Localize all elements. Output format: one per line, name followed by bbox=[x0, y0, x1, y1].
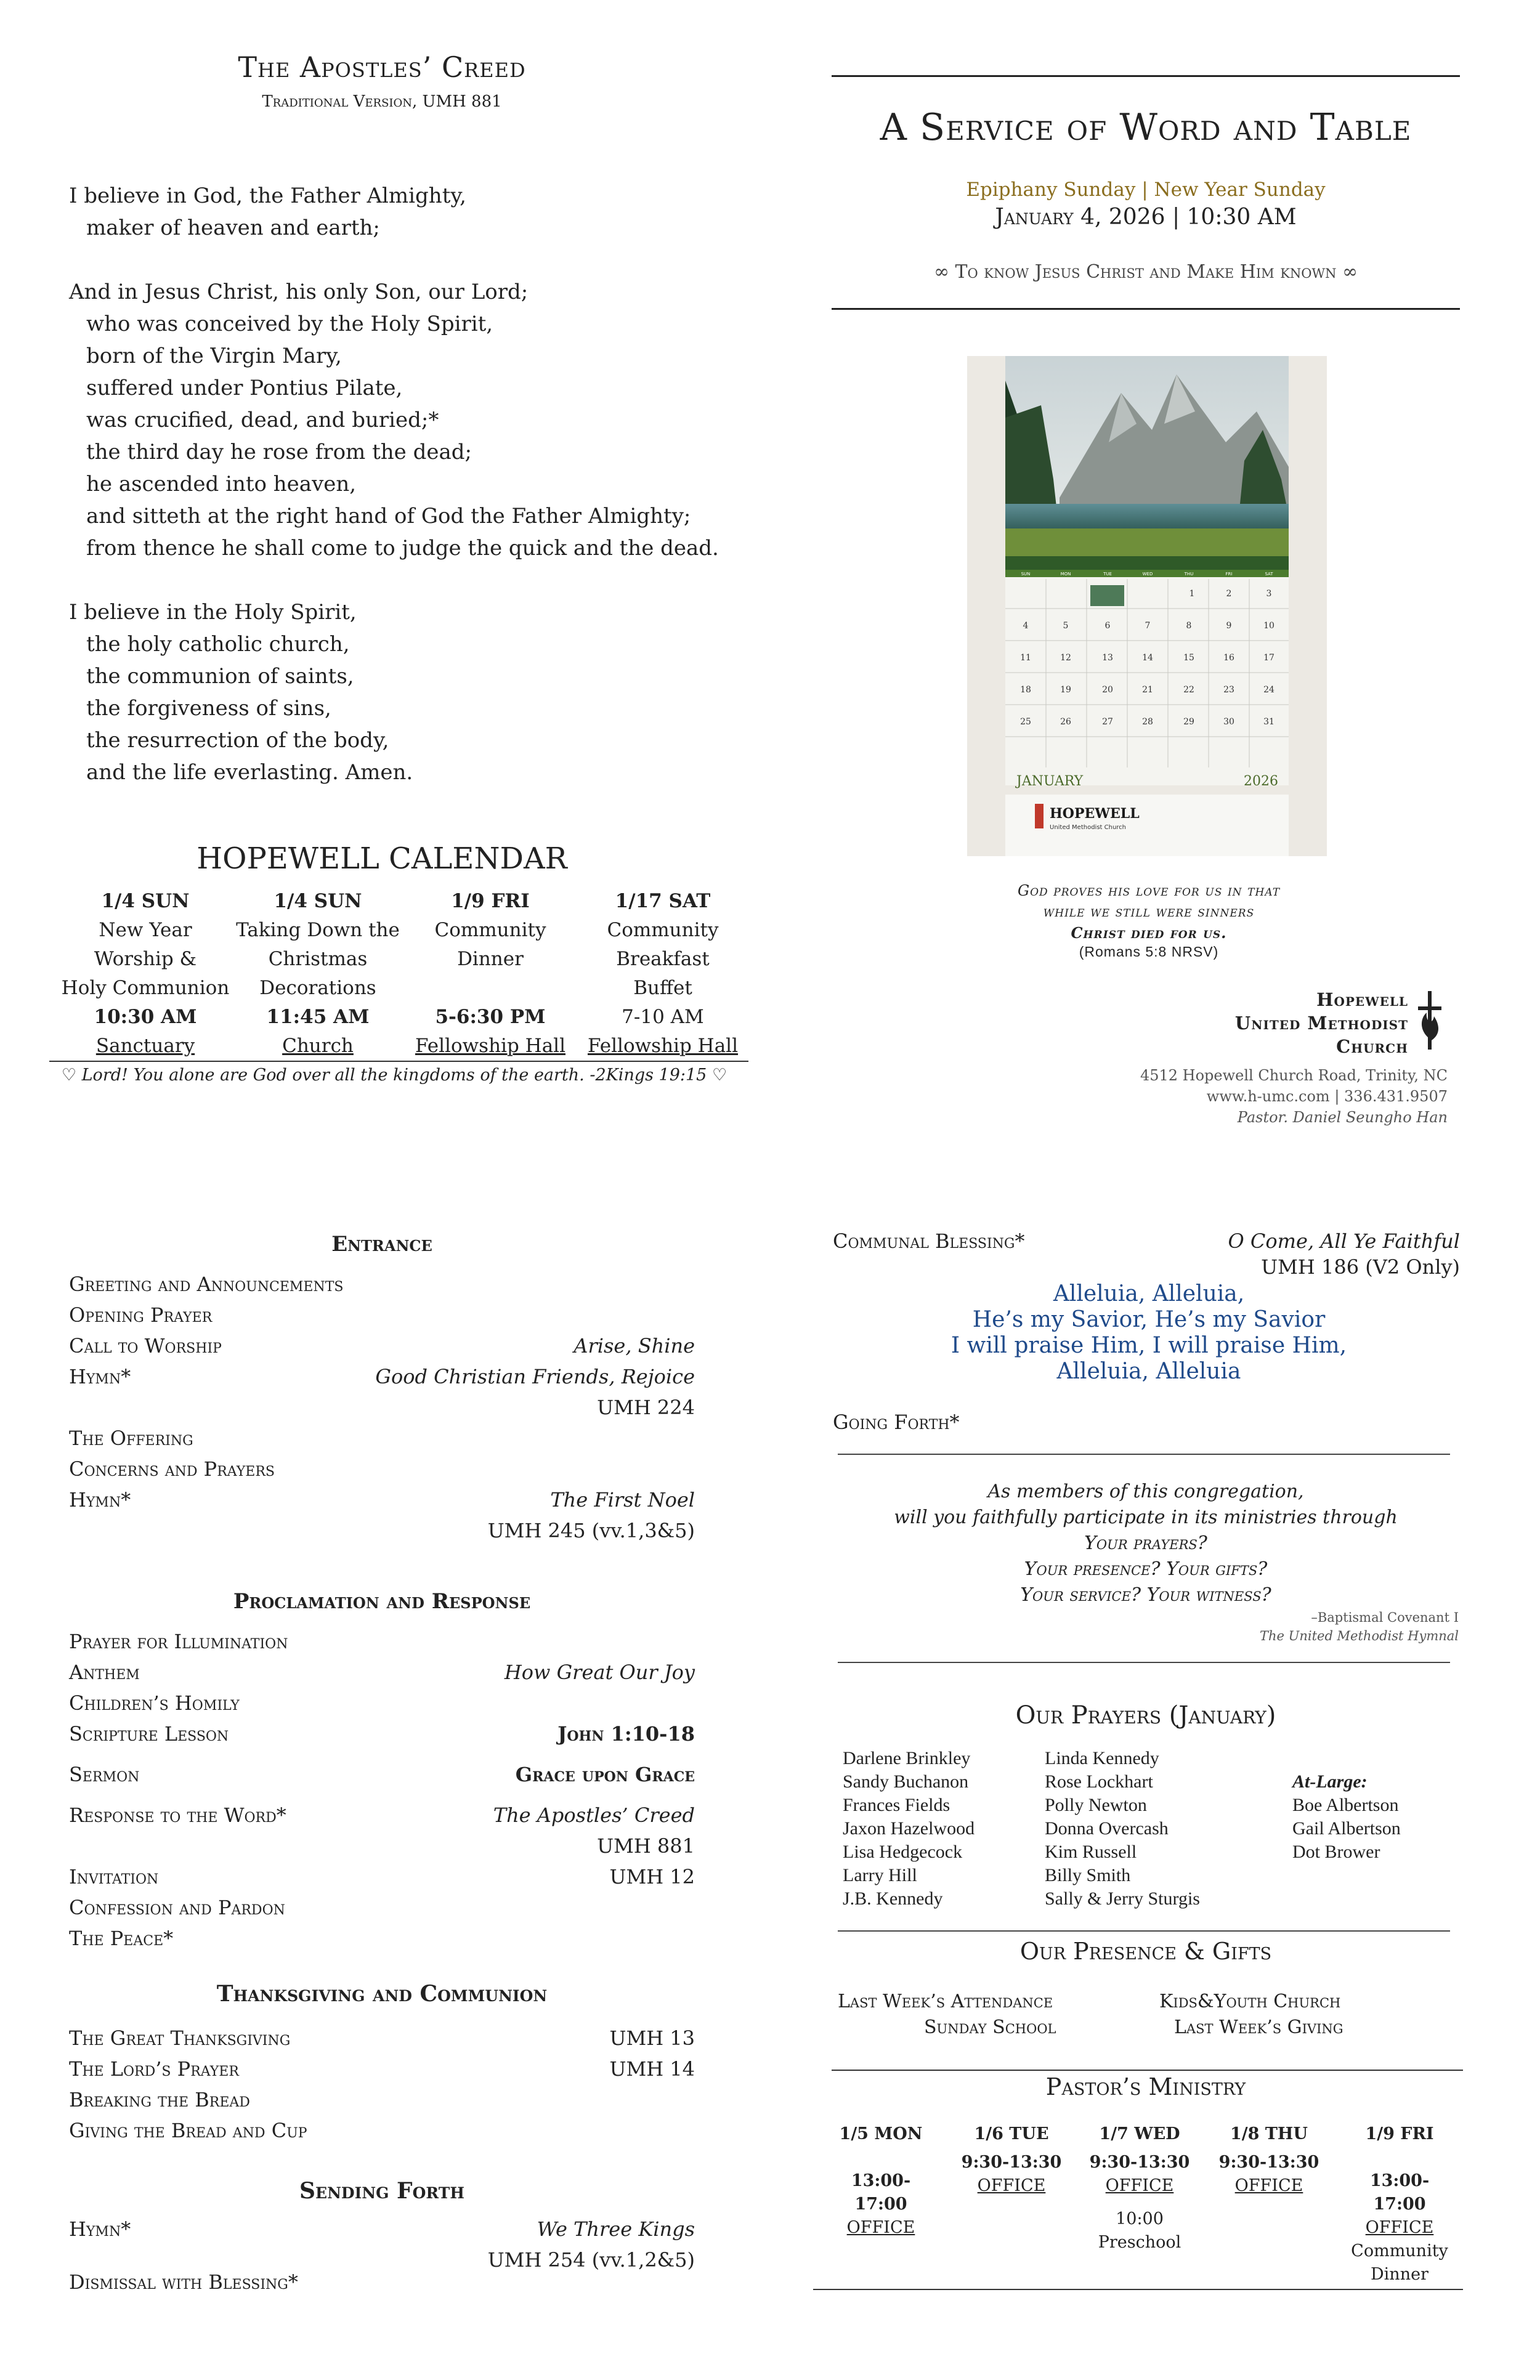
cal-weekday: FRI bbox=[1225, 572, 1233, 577]
order-value: We Three Kings bbox=[537, 2217, 695, 2241]
prayer-name: Larry Hill bbox=[843, 1865, 917, 1885]
order-value: Arise, Shine bbox=[573, 1334, 695, 1358]
order-item: Concerns and Prayers bbox=[69, 1457, 275, 1481]
order-hymn-number: UMH 245 (vv.1,3&5) bbox=[487, 1519, 695, 1542]
calendar-event bbox=[577, 887, 749, 1061]
order-item: Children’s Homily bbox=[69, 1691, 240, 1715]
creed-line: maker of heaven and earth; bbox=[86, 216, 380, 240]
alleluia-line: He’s my Savior, He’s my Savior bbox=[972, 1307, 1326, 1332]
cal-day: 23 bbox=[1223, 685, 1234, 695]
ministry-bottom-rule bbox=[813, 2289, 1463, 2290]
ministry-spacer bbox=[1344, 2146, 1455, 2169]
cross-flame-icon bbox=[1035, 804, 1044, 828]
order-item: Breaking the Bread bbox=[69, 2088, 250, 2111]
order-value: The Apostles’ Creed bbox=[493, 1803, 695, 1827]
order-item: Prayer for Illumination bbox=[69, 1630, 288, 1653]
service-occasion: Epiphany Sunday | New Year Sunday bbox=[966, 179, 1326, 201]
creed-line: the communion of saints, bbox=[86, 664, 354, 689]
cal-weekday: TUE bbox=[1103, 572, 1112, 577]
prayer-list-at-large bbox=[1292, 1770, 1401, 1864]
ministry-day bbox=[1084, 2123, 1195, 2254]
order-value: John 1:10-18 bbox=[557, 1722, 695, 1746]
cal-day: 21 bbox=[1142, 685, 1153, 695]
prayer-name: J.B. Kennedy bbox=[843, 1888, 943, 1909]
creed-line: I believe in the Holy Spirit, bbox=[69, 600, 357, 625]
pastor-ministry-title: Pastor’s Ministry bbox=[1045, 2073, 1246, 2100]
cal-day: 1 bbox=[1189, 589, 1195, 599]
creed-line: was crucified, dead, and buried;* bbox=[86, 408, 439, 432]
scripture-quote-2: while we still were sinners bbox=[1043, 903, 1255, 920]
ministry-date: 1/5 MON bbox=[839, 2124, 923, 2143]
order-value: The First Noel bbox=[550, 1488, 695, 1512]
cal-day: 13 bbox=[1102, 653, 1113, 663]
cal-day: 22 bbox=[1183, 685, 1194, 695]
church-name-3: Church bbox=[1336, 1036, 1408, 1057]
prayer-name: Polly Newton bbox=[1045, 1795, 1147, 1815]
ministry-time: 9:30-13:30 bbox=[961, 2153, 1062, 2172]
cal-day: 6 bbox=[1104, 621, 1111, 631]
covenant-line: Your service? Your witness? bbox=[1020, 1584, 1271, 1606]
cal-weekday: THU bbox=[1184, 572, 1194, 577]
cal-weekday: SUN bbox=[1021, 572, 1031, 577]
event-line: Buffet bbox=[633, 977, 692, 999]
cal-day: 5 bbox=[1063, 621, 1069, 631]
creed-line: from thence he shall come to judge the quick and the dead. bbox=[86, 536, 719, 561]
giving-label: Last Week’s Giving bbox=[1174, 2017, 1343, 2038]
prayer-name: Lisa Hedgecock bbox=[843, 1842, 963, 1862]
order-item: Greeting and Announcements bbox=[69, 1273, 344, 1296]
sunday-school-label: Sunday School bbox=[924, 2017, 1056, 2038]
cal-day: 9 bbox=[1226, 621, 1232, 631]
cal-month: JANUARY bbox=[1016, 774, 1084, 789]
order-hymn-number: UMH 254 (vv.1,2&5) bbox=[487, 2248, 695, 2272]
ministry-place: OFFICE bbox=[977, 2176, 1046, 2195]
event-line bbox=[404, 974, 577, 1003]
prayer-name: Kim Russell bbox=[1045, 1842, 1137, 1862]
cal-weekday: MON bbox=[1060, 572, 1071, 577]
order-item: Sermon bbox=[69, 1763, 140, 1786]
calendar-verse: ♡ Lord! You alone are God over all the kingdoms of the earth. -2Kings 19:15 ♡ bbox=[61, 1066, 727, 1085]
prayer-name: Sally & Jerry Sturgis bbox=[1045, 1888, 1200, 1909]
event-date: 1/4 SUN bbox=[274, 890, 362, 912]
section-sending: Sending Forth bbox=[299, 2178, 464, 2204]
cal-day: 2 bbox=[1226, 589, 1232, 599]
prayer-name: Darlene Brinkley bbox=[843, 1748, 971, 1768]
church-contact: www.h-umc.com | 336.431.9507 bbox=[1206, 1088, 1448, 1105]
order-item: The Lord’s Prayer bbox=[69, 2057, 239, 2081]
church-motto: ∞ To know Jesus Christ and Make Him known ∞ bbox=[934, 261, 1358, 283]
service-title: A Service of Word and Table bbox=[880, 106, 1412, 149]
alleluia-line: I will praise Him, I will praise Him, bbox=[950, 1333, 1347, 1358]
cal-day: 15 bbox=[1183, 653, 1194, 663]
cal-day: 3 bbox=[1266, 589, 1272, 599]
event-line: Taking Down the bbox=[236, 919, 400, 941]
creed-line: and sitteth at the right hand of God the Father Almighty; bbox=[86, 504, 691, 528]
order-hymn-number: UMH 224 bbox=[597, 1396, 695, 1419]
prayer-name: Linda Kennedy bbox=[1045, 1748, 1159, 1768]
cal-day: 24 bbox=[1263, 685, 1275, 695]
attendance-label: Last Week’s Attendance bbox=[838, 1991, 1053, 2012]
cal-day: 27 bbox=[1102, 717, 1113, 727]
event-time: 10:30 AM bbox=[94, 1006, 197, 1028]
ministry-spacer bbox=[825, 2146, 936, 2169]
order-item: Giving the Bread and Cup bbox=[69, 2119, 307, 2142]
order-item: The Great Thanksgiving bbox=[69, 2026, 291, 2050]
church-name-2: United Methodist bbox=[1234, 1013, 1408, 1034]
ministry-time: 9:30-13:30 bbox=[1089, 2153, 1190, 2172]
cal-day: 29 bbox=[1183, 717, 1194, 727]
cal-day: 10 bbox=[1263, 621, 1275, 631]
wall-calendar-photo bbox=[967, 356, 1327, 856]
ministry-extra: Community bbox=[1351, 2241, 1448, 2261]
presence-rule bbox=[832, 2070, 1463, 2071]
cover-bottom-rule bbox=[832, 308, 1460, 310]
church-pastor: Pastor. Daniel Seungho Han bbox=[1237, 1109, 1448, 1126]
cal-weekday: WED bbox=[1142, 572, 1153, 577]
event-time: 7-10 AM bbox=[622, 1006, 704, 1028]
order-item: Call to Worship bbox=[69, 1334, 222, 1358]
ministry-day bbox=[1344, 2123, 1455, 2286]
event-place: Fellowship Hall bbox=[587, 1035, 739, 1057]
event-date: 1/9 FRI bbox=[451, 890, 530, 912]
creed-line: the holy catholic church, bbox=[86, 632, 350, 657]
cal-day: 8 bbox=[1186, 621, 1192, 631]
cal-day: 28 bbox=[1142, 717, 1153, 727]
cal-day: 20 bbox=[1102, 685, 1113, 695]
calendar-divider bbox=[49, 1061, 748, 1062]
event-line: Community bbox=[434, 919, 546, 941]
cal-day: 30 bbox=[1223, 717, 1234, 727]
ministry-day bbox=[1214, 2123, 1324, 2198]
covenant-line: will you faithfully participate in its ministries through bbox=[894, 1507, 1398, 1528]
creed-line: And in Jesus Christ, his only Son, our Lord; bbox=[69, 280, 529, 304]
order-item: The Peace* bbox=[69, 1927, 174, 1950]
covenant-bottom-rule bbox=[838, 1662, 1450, 1663]
order-value: O Come, All Ye Faithful bbox=[1228, 1229, 1460, 1253]
event-line: Worship & bbox=[94, 948, 197, 970]
presence-title: Our Presence & Gifts bbox=[1019, 1938, 1272, 1965]
cal-day: 11 bbox=[1020, 653, 1031, 663]
creed-line: born of the Virgin Mary, bbox=[86, 344, 342, 368]
cal-thumbnail bbox=[1090, 585, 1124, 606]
cal-church-name: HOPEWELL bbox=[1050, 806, 1140, 822]
prayers-rule bbox=[838, 1930, 1450, 1932]
cal-church-sub: United Methodist Church bbox=[1050, 824, 1127, 831]
cover-top-rule bbox=[832, 75, 1460, 77]
event-place: Fellowship Hall bbox=[415, 1035, 566, 1057]
scripture-reference: (Romans 5:8 NRSV) bbox=[1079, 944, 1219, 960]
section-proclamation: Proclamation and Response bbox=[233, 1589, 531, 1614]
cal-weekday: SAT bbox=[1265, 572, 1273, 577]
order-item: Confession and Pardon bbox=[69, 1896, 285, 1919]
creed-title: The Apostles’ Creed bbox=[238, 51, 526, 84]
church-name-1: Hopewell bbox=[1316, 989, 1408, 1010]
covenant-top-rule bbox=[838, 1454, 1450, 1455]
ministry-place: OFFICE bbox=[846, 2218, 915, 2237]
event-line: Holy Communion bbox=[61, 977, 230, 999]
order-value: Good Christian Friends, Rejoice bbox=[375, 1365, 695, 1388]
prayer-name: Gail Albertson bbox=[1292, 1818, 1401, 1839]
covenant-source: The United Methodist Hymnal bbox=[1260, 1629, 1459, 1643]
order-item: Dismissal with Blessing* bbox=[69, 2270, 298, 2294]
church-address: 4512 Hopewell Church Road, Trinity, NC bbox=[1140, 1067, 1448, 1084]
at-large-label: At-Large: bbox=[1292, 1771, 1368, 1792]
order-hymn-number: UMH 14 bbox=[609, 2057, 695, 2081]
prayer-name: Boe Albertson bbox=[1292, 1795, 1399, 1815]
event-line: New Year bbox=[99, 919, 192, 941]
prayer-name: Dot Brower bbox=[1292, 1842, 1380, 1862]
event-line: Decorations bbox=[259, 977, 376, 999]
ministry-day bbox=[825, 2123, 936, 2240]
creed-subtitle: Traditional Version, UMH 881 bbox=[262, 92, 502, 111]
order-item: Opening Prayer bbox=[69, 1303, 213, 1327]
ministry-date: 1/8 THU bbox=[1230, 2124, 1308, 2143]
creed-line: the forgiveness of sins, bbox=[86, 696, 331, 721]
ministry-time: 9:30-13:30 bbox=[1218, 2153, 1319, 2172]
event-line: Christmas bbox=[268, 948, 368, 970]
covenant-line: Your presence? Your gifts? bbox=[1024, 1558, 1268, 1580]
event-line: Community bbox=[607, 919, 719, 941]
calendar-title: HOPEWELL CALENDAR bbox=[197, 841, 567, 876]
creed-line: who was conceived by the Holy Spirit, bbox=[86, 312, 493, 336]
prayer-name: Jaxon Hazelwood bbox=[843, 1818, 975, 1839]
event-place: Church bbox=[282, 1035, 354, 1057]
cal-day: 18 bbox=[1020, 685, 1031, 695]
order-hymn-number: UMH 13 bbox=[609, 2026, 695, 2050]
prayer-list bbox=[843, 1747, 975, 1911]
ministry-date: 1/7 WED bbox=[1099, 2124, 1180, 2143]
ministry-extra: Dinner bbox=[1371, 2265, 1429, 2284]
order-item: Scripture Lesson bbox=[69, 1722, 229, 1746]
covenant-line: Your prayers? bbox=[1084, 1532, 1207, 1554]
covenant-line: As members of this congregation, bbox=[987, 1481, 1304, 1502]
event-place: Sanctuary bbox=[95, 1035, 195, 1057]
prayer-name: Rose Lockhart bbox=[1045, 1771, 1153, 1792]
ministry-place: OFFICE bbox=[1234, 2176, 1303, 2195]
scripture-quote-1: God proves his love for us in that bbox=[1017, 882, 1281, 899]
calendar-event bbox=[59, 887, 232, 1061]
order-hymn-number: UMH 186 (V2 Only) bbox=[1261, 1255, 1460, 1279]
event-time: 5-6:30 PM bbox=[435, 1006, 546, 1028]
covenant-source: –Baptismal Covenant I bbox=[1311, 1610, 1459, 1625]
event-line: Dinner bbox=[457, 948, 524, 970]
ministry-time: 13:00-17:00 bbox=[851, 2171, 911, 2214]
order-item: Hymn* bbox=[69, 1365, 131, 1388]
creed-line: I believe in God, the Father Almighty, bbox=[69, 184, 466, 208]
ministry-date: 1/9 FRI bbox=[1365, 2124, 1434, 2143]
order-item: The Offering bbox=[69, 1427, 193, 1450]
sermon-title: Grace upon Grace bbox=[515, 1763, 695, 1786]
kids-youth-label: Kids&Youth Church bbox=[1159, 1991, 1341, 2012]
cal-day: 31 bbox=[1263, 717, 1275, 727]
cal-day: 16 bbox=[1223, 653, 1234, 663]
cross-flame-icon bbox=[1414, 988, 1449, 1056]
ministry-time: 13:00-17:00 bbox=[1369, 2171, 1430, 2214]
ministry-extra: 10:00 bbox=[1116, 2209, 1164, 2228]
cal-day: 14 bbox=[1142, 653, 1153, 663]
order-item: Invitation bbox=[69, 1865, 159, 1888]
alleluia-line: Alleluia, Alleluia bbox=[1056, 1359, 1241, 1384]
creed-line: suffered under Pontius Pilate, bbox=[86, 376, 403, 400]
cal-day: 4 bbox=[1023, 621, 1029, 631]
cal-day: 25 bbox=[1020, 717, 1031, 727]
ministry-extra: Preschool bbox=[1098, 2233, 1181, 2252]
order-item: Hymn* bbox=[69, 1488, 131, 1512]
event-date: 1/17 SAT bbox=[615, 890, 711, 912]
order-item: Anthem bbox=[69, 1661, 140, 1684]
cal-day: 26 bbox=[1060, 717, 1071, 727]
event-date: 1/4 SUN bbox=[101, 890, 190, 912]
prayer-name: Frances Fields bbox=[843, 1795, 950, 1815]
order-hymn-number: UMH 12 bbox=[609, 1865, 695, 1888]
order-item: Response to the Word* bbox=[69, 1803, 286, 1827]
prayer-name: Billy Smith bbox=[1045, 1865, 1131, 1885]
ministry-place: OFFICE bbox=[1365, 2218, 1434, 2237]
ministry-day bbox=[956, 2123, 1067, 2198]
ministry-date: 1/6 TUE bbox=[974, 2124, 1049, 2143]
creed-line: the third day he rose from the dead; bbox=[86, 440, 472, 464]
alleluia-line: Alleluia, Alleluia, bbox=[1053, 1281, 1245, 1306]
ministry-place: OFFICE bbox=[1105, 2176, 1174, 2195]
section-entrance: Entrance bbox=[331, 1232, 432, 1257]
creed-line: he ascended into heaven, bbox=[86, 472, 357, 496]
scripture-quote-3: Christ died for us. bbox=[1071, 924, 1227, 942]
prayer-list bbox=[1045, 1747, 1200, 1911]
order-value: How Great Our Joy bbox=[504, 1661, 695, 1684]
creed-line: and the life everlasting. Amen. bbox=[86, 760, 413, 785]
cal-day: 19 bbox=[1060, 685, 1071, 695]
creed-line: the resurrection of the body, bbox=[86, 728, 389, 753]
cal-year: 2026 bbox=[1244, 774, 1278, 789]
event-line: Breakfast bbox=[616, 948, 710, 970]
cal-day: 17 bbox=[1263, 653, 1275, 663]
prayers-title: Our Prayers (January) bbox=[1015, 1701, 1276, 1730]
cal-day: 7 bbox=[1145, 621, 1151, 631]
prayer-name: Donna Overcash bbox=[1045, 1818, 1169, 1839]
section-thanksgiving: Thanksgiving and Communion bbox=[216, 1981, 548, 2007]
order-hymn-number: UMH 881 bbox=[597, 1834, 695, 1858]
cal-day: 12 bbox=[1060, 653, 1071, 663]
calendar-event bbox=[232, 887, 404, 1061]
event-time: 11:45 AM bbox=[266, 1006, 370, 1028]
service-date: January 4, 2026 | 10:30 AM bbox=[995, 204, 1297, 230]
order-item: Communal Blessing* bbox=[833, 1229, 1025, 1253]
calendar-event bbox=[404, 887, 577, 1061]
prayer-name: Sandy Buchanon bbox=[843, 1771, 969, 1792]
order-item: Going Forth* bbox=[833, 1411, 960, 1434]
order-item: Hymn* bbox=[69, 2217, 131, 2241]
mountain-calendar-image bbox=[967, 356, 1327, 856]
